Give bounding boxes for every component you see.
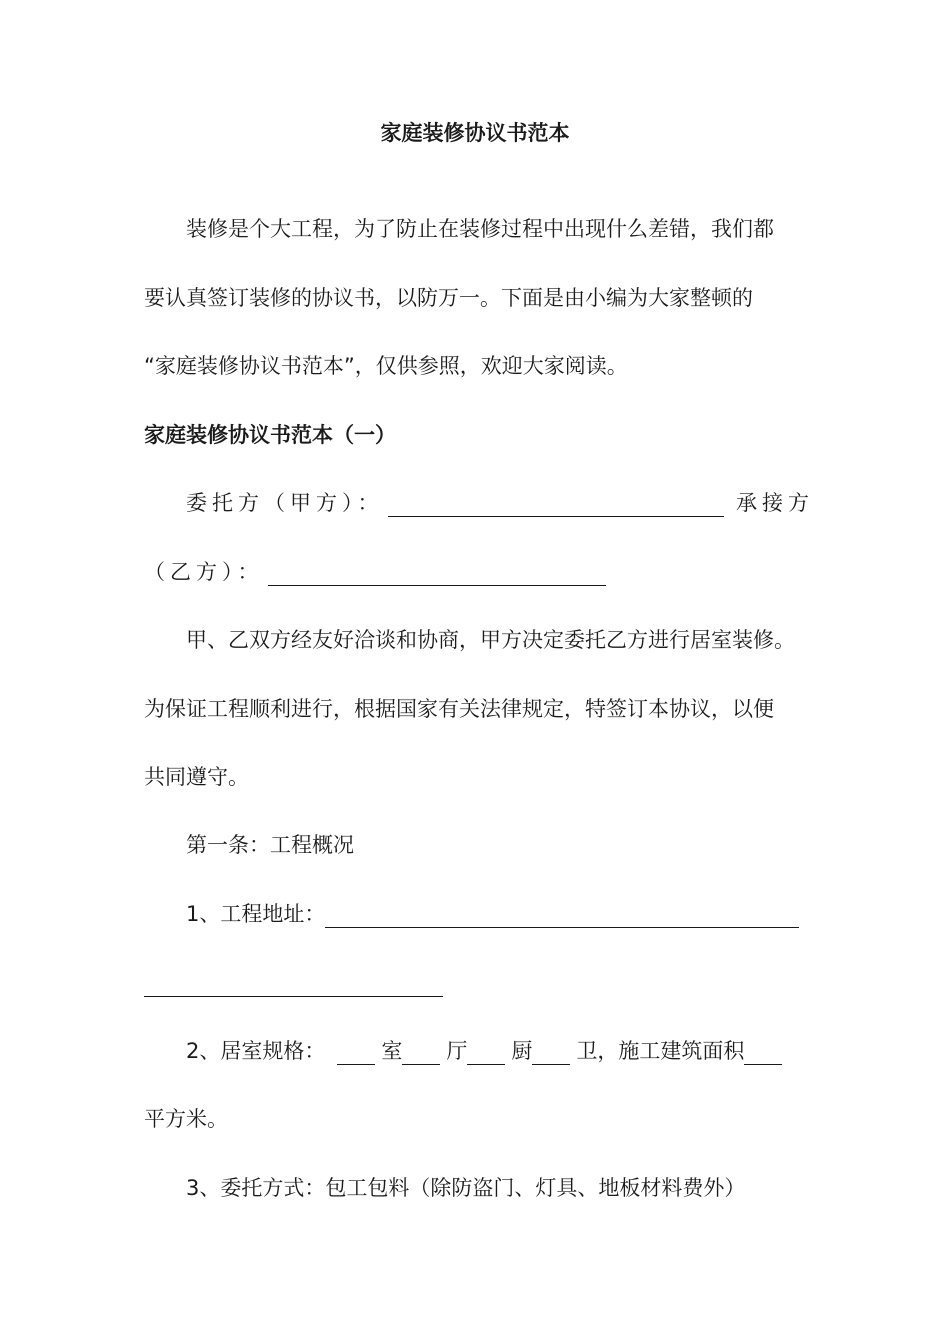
room-unit: 室 [381,1039,403,1063]
intro-line-1: 装修是个大工程，为了防止在装修过程中出现什么差错，我们都 [186,217,774,241]
commission-method: 3、委托方式：包工包料（除防盗门、灯具、地板材料费外） [186,1176,746,1200]
room-spec-row [186,1036,782,1066]
party-a-fill-blank[interactable] [388,494,724,518]
agreement-line-2: 为保证工程顺利进行，根据国家有关法律规定，特签订本协议，以便 [144,697,774,721]
party-b-label-start: 承接方 [736,491,814,515]
address-row [186,899,799,929]
hall-count-blank[interactable] [402,1042,440,1066]
address-label: 1、工程地址： [186,902,326,926]
document-title: 家庭装修协议书范本 [380,121,570,145]
section-heading: 家庭装修协议书范本（一） [144,423,396,447]
agreement-line-1: 甲、乙双方经友好洽谈和协商，甲方决定委托乙方进行居室装修。 [186,628,795,652]
area-blank[interactable] [744,1042,782,1066]
address-fill-blank[interactable] [325,905,799,929]
area-unit: 平方米。 [144,1107,228,1131]
agreement-line-3: 共同遵守。 [144,765,249,789]
room-count-blank[interactable] [337,1042,375,1066]
kitchen-unit: 厨 [511,1039,533,1063]
party-a-row [186,488,724,518]
party-b-label: （乙方）： [144,560,264,584]
room-spec-label: 2、居室规格： [186,1039,326,1063]
hall-unit: 厅 [446,1039,468,1063]
party-b-row [144,557,606,587]
article-1-heading: 第一条：工程概况 [186,833,354,857]
address-fill-blank-2[interactable] [144,974,443,998]
address-row-continued [144,968,443,998]
bath-count-blank[interactable] [532,1042,570,1066]
bath-and-area-label: 卫，施工建筑面积 [576,1039,745,1063]
party-a-label: 委托方（甲方）： [186,491,384,515]
intro-line-2: 要认真签订装修的协议书，以防万一。下面是由小编为大家整顿的 [144,286,753,310]
kitchen-count-blank[interactable] [467,1042,505,1066]
intro-line-3: “家庭装修协议书范本”，仅供参照，欢迎大家阅读。 [144,354,628,378]
party-b-fill-blank[interactable] [268,563,606,587]
